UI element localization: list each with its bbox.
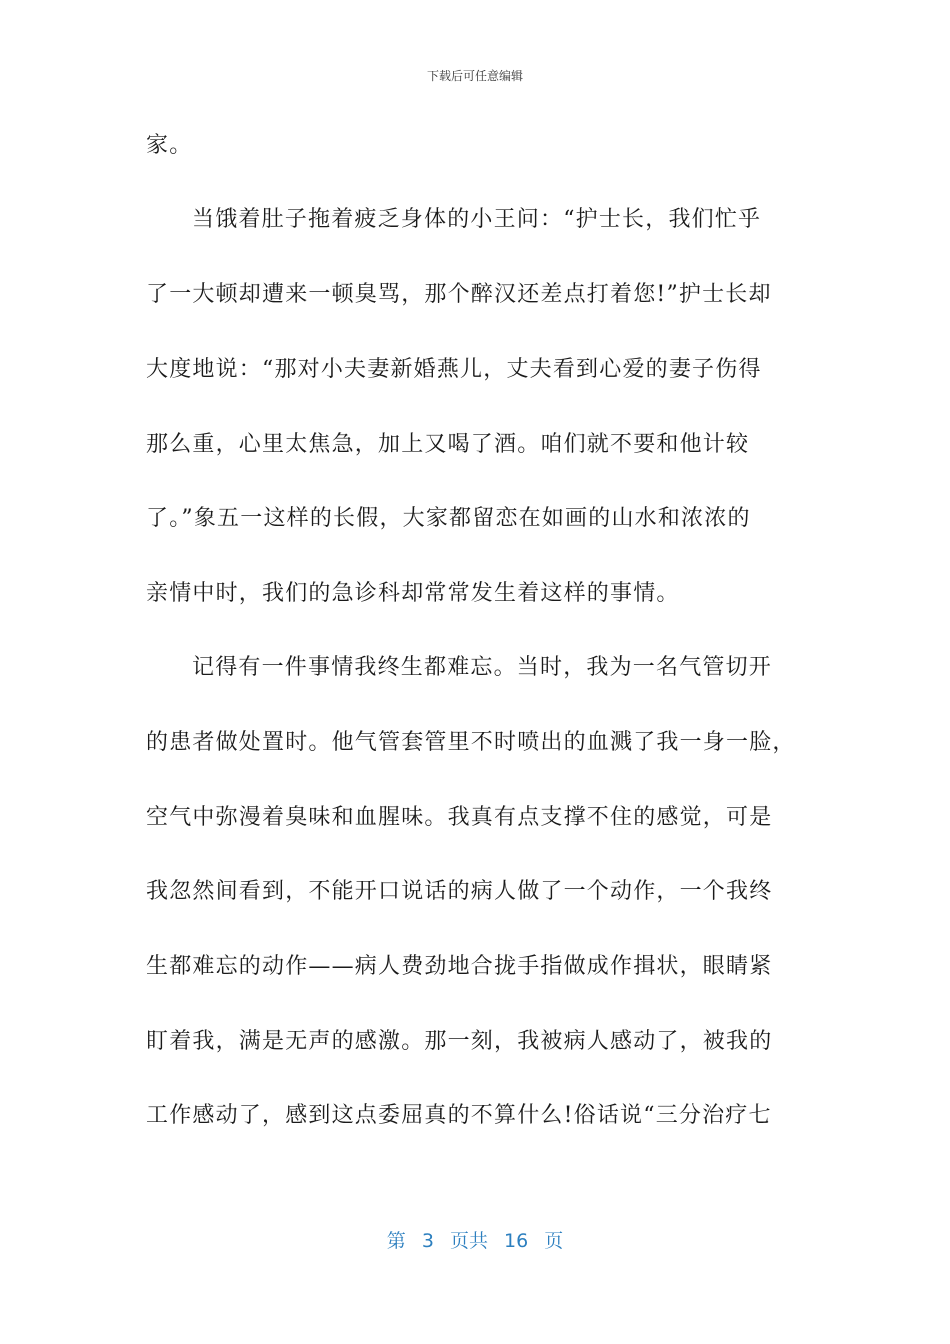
text-line: 了。”象五一这样的长假，大家都留恋在如画的山水和浓浓的 — [146, 506, 751, 531]
page-number: 第 3 页共 16 页 — [386, 1230, 564, 1252]
text-line: 那么重，心里太焦急，加上又喝了酒。咱们就不要和他计较 — [146, 432, 750, 457]
text-line: 我忽然间看到，不能开口说话的病人做了一个动作，一个我终 — [146, 879, 773, 904]
text-line: 生都难忘的动作——病人费劲地合拢手指做成作揖状，眼睛紧 — [146, 954, 773, 979]
text-line: 大度地说：“那对小夫妻新婚燕儿，丈夫看到心爱的妻子伤得 — [146, 357, 762, 382]
text-line: 空气中弥漫着臭味和血腥味。我真有点支撑不住的感觉，可是 — [146, 805, 773, 830]
text-line: 工作感动了，感到这点委屈真的不算什么!俗话说“三分治疗七 — [146, 1103, 772, 1128]
paragraph-first-line: 当饿着肚子拖着疲乏身体的小王问：“护士长，我们忙乎 — [192, 207, 762, 232]
page-header: 下载后可任意编辑 — [426, 69, 523, 83]
text-line: 亲情中时，我们的急诊科却常常发生着这样的事情。 — [146, 581, 680, 606]
paragraph-first-line: 记得有一件事情我终生都难忘。当时，我为一名气管切开 — [192, 655, 773, 680]
text-line: 了一大顿却遭来一顿臭骂，那个醉汉还差点打着您!”护士长却 — [146, 282, 772, 307]
text-line: 盯着我，满是无声的感激。那一刻，我被病人感动了，被我的 — [146, 1029, 773, 1054]
text-line: 的患者做处置时。他气管套管里不时喷出的血溅了我一身一脸， — [146, 730, 796, 755]
text-line: 家。 — [146, 133, 193, 158]
